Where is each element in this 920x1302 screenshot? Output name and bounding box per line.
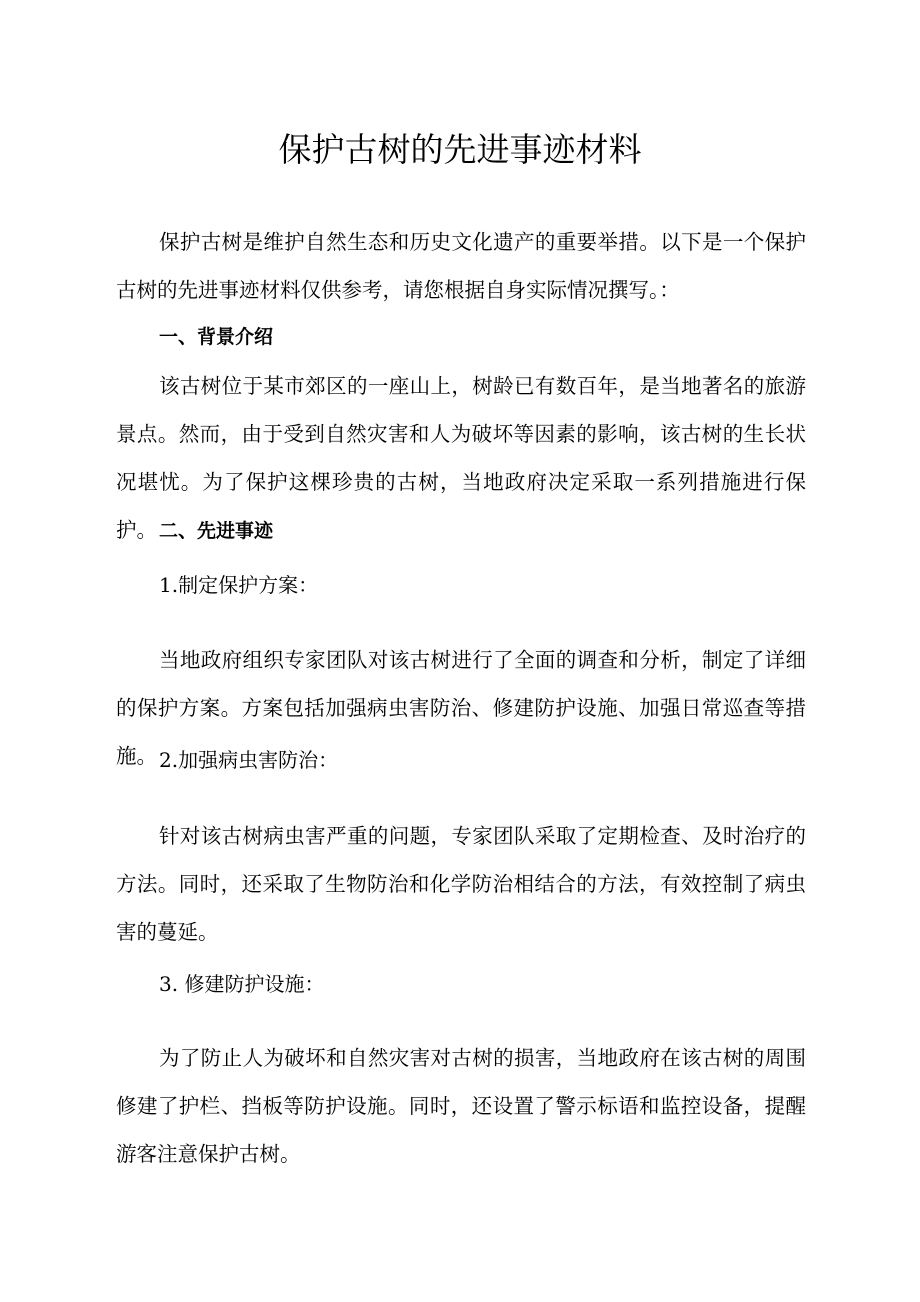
section-heading-achievements: 二、先进事迹 (159, 520, 274, 542)
intro-paragraph: 保护古树是维护自然生态和历史文化遗产的重要举措。以下是一个保护古树的先进事迹材料仅供参考，请您根据自身实际情况撰写。： (116, 230, 806, 302)
document-title: 保护古树的先进事迹材料 (278, 130, 642, 169)
subheading-pest-control: 2.加强病虫害防治： (159, 748, 339, 772)
pest-control-paragraph: 针对该古树病虫害严重的问题，专家团队采取了定期检查、及时治疗的方法。同时，还采取了生物防治和化学防治相结合的方法，有效控制了病虫害的蔓延。 (116, 824, 806, 944)
background-paragraph: 该古树位于某市郊区的一座山上，树龄已有数百年，是当地著名的旅游景点。然而，由于受到自然灾害和人为破坏等因素的影响，该古树的生长状况堪忧。为了保护这棵珍贵的古树，当地政府决定采取一系列措施进行保护。 (116, 374, 806, 542)
subheading-plan: 1.制定保护方案： (159, 573, 319, 597)
subheading-facilities: 3. 修建防护设施： (159, 972, 325, 996)
section-heading-background: 一、背景介绍 (159, 326, 274, 348)
plan-paragraph: 当地政府组织专家团队对该古树进行了全面的调查和分析，制定了详细的保护方案。方案包括加强病虫害防治、修建防护设施、加强日常巡查等措施。 (116, 648, 806, 768)
facilities-paragraph: 为了防止人为破坏和自然灾害对古树的损害，当地政府在该古树的周围修建了护栏、挡板等防护设施。同时，还设置了警示标语和监控设备，提醒游客注意保护古树。 (116, 1046, 806, 1166)
